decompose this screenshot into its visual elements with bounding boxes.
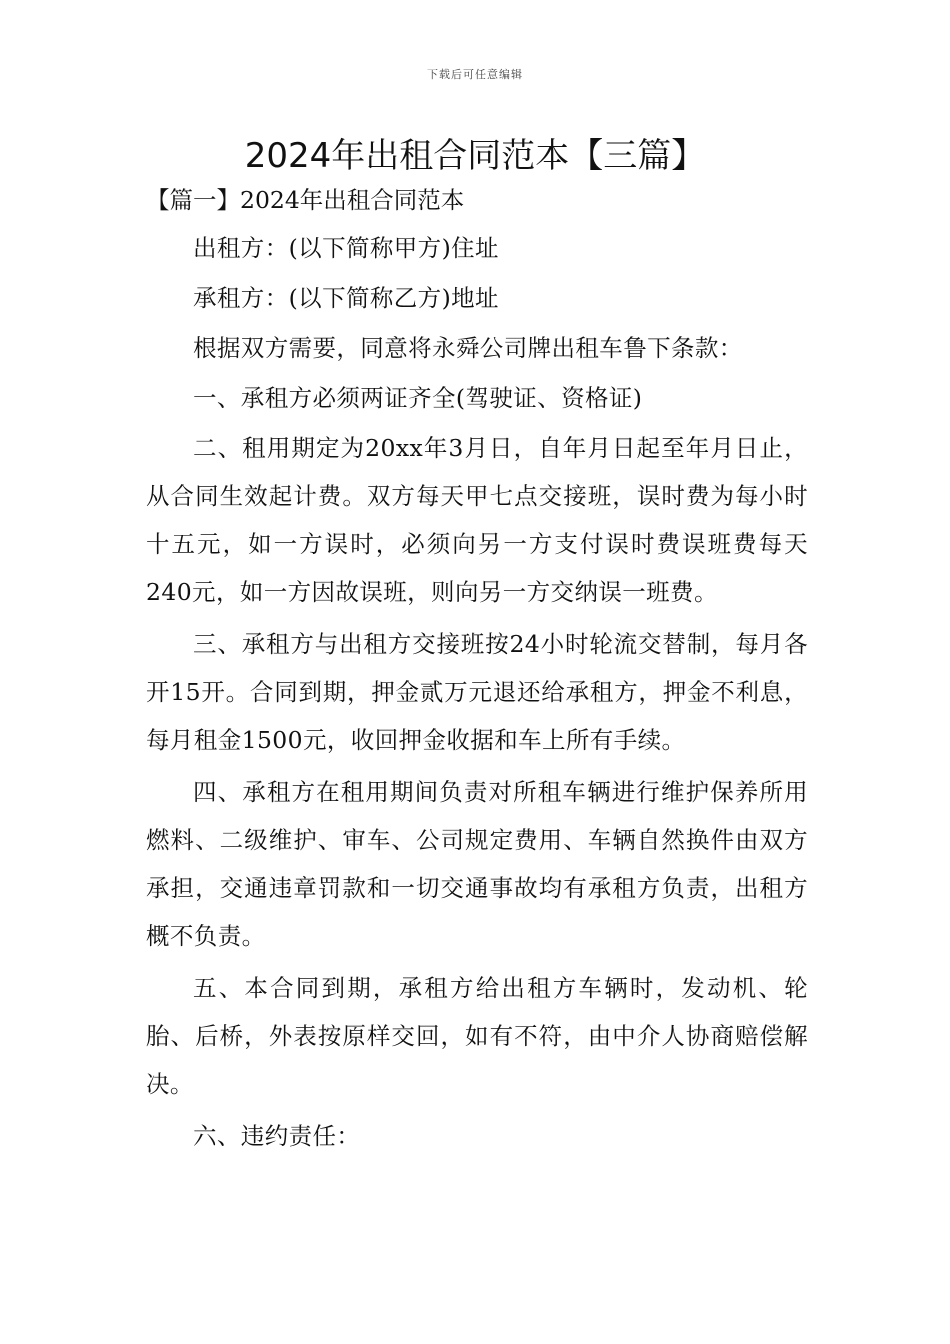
paragraph-clause-5: 五、本合同到期，承租方给出租方车辆时，发动机、轮胎、后桥，外表按原样交回，如有不符，由中介人协商赔偿解决。 bbox=[146, 974, 808, 1098]
paragraph-clause-1: 一、承租方必须两证齐全(驾驶证、资格证) bbox=[193, 384, 643, 412]
paragraph-clause-2: 二、租用期定为20xx年3月日，自年月日起至年月日止，从合同生效起计费。双方每天甲七点交接班，误时费为每小时十五元，如一方误时，必须向另一方支付误时费误班费每天240元，如一方因故误班，则向另一方交纳误一班费。 bbox=[146, 434, 808, 606]
paragraph-lessee: 承租方：(以下简称乙方)地址 bbox=[193, 284, 499, 312]
section-heading: 【篇一】2024年出租合同范本 bbox=[146, 186, 465, 214]
paragraph-intro: 根据双方需要，同意将永舜公司牌出租车鲁下条款： bbox=[193, 334, 743, 362]
paragraph-lessor: 出租方：(以下简称甲方)住址 bbox=[193, 234, 499, 262]
page-header-note: 下载后可任意编辑 bbox=[427, 68, 523, 81]
paragraph-clause-6: 六、违约责任： bbox=[193, 1122, 361, 1150]
paragraph-clause-3: 三、承租方与出租方交接班按24小时轮流交替制，每月各开15开。合同到期，押金贰万元退还给承租方，押金不利息，每月租金1500元，收回押金收据和车上所有手续。 bbox=[146, 630, 808, 754]
document-title: 2024年出租合同范本【三篇】 bbox=[244, 136, 706, 176]
paragraph-clause-4: 四、承租方在租用期间负责对所租车辆进行维护保养所用燃料、二级维护、审车、公司规定费用、车辆自然换件由双方承担，交通违章罚款和一切交通事故均有承租方负责，出租方概不负责。 bbox=[146, 778, 808, 950]
document-body bbox=[146, 176, 808, 1162]
